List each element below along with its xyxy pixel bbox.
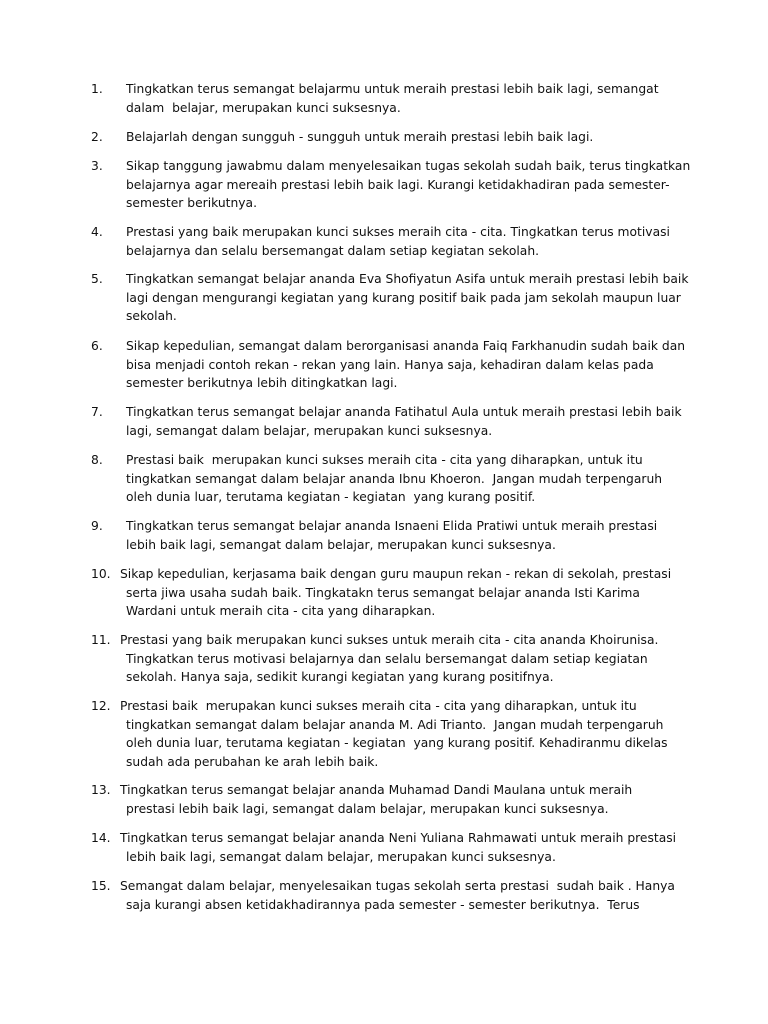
list-item-text-line: prestasi lebih baik lagi, semangat dalam belajar, merupakan kunci suksesnya. <box>126 801 609 816</box>
list-item-text-line: bisa menjadi contoh rekan - rekan yang lain. Hanya saja, kehadiran dalam kelas pada <box>126 357 654 372</box>
list-item-text-line: saja kurangi absen ketidakhadirannya pada semester - semester berikutnya. Terus <box>126 897 640 912</box>
list-item-text-line: semester berikutnya lebih ditingkatkan lagi. <box>126 376 398 390</box>
list-item-text-line: Tingkatkan terus motivasi belajarnya dan selalu bersemangat dalam setiap kegiatan <box>126 651 648 666</box>
list-item-number: 8. <box>91 453 103 467</box>
list-item-text-line: semester berikutnya. <box>126 196 257 210</box>
list-item-number: 10. <box>91 567 111 581</box>
list-item-text-line: lagi, semangat dalam belajar, merupakan kunci suksesnya. <box>126 423 493 438</box>
list-item-text-line: sekolah. Hanya saja, sedikit kurangi kegiatan yang kurang positifnya. <box>126 670 554 684</box>
list-item-number: 6. <box>91 339 103 353</box>
list-item-text-line: oleh dunia luar, terutama kegiatan - kegiatan yang kurang positif. <box>126 490 536 504</box>
list-item-text-line: sekolah. <box>126 309 177 323</box>
list-item-text-line: Wardani untuk meraih cita - cita yang diharapkan. <box>126 604 436 618</box>
list-item-number: 2. <box>91 130 103 144</box>
list-item-text-line: Tingkatkan terus semangat belajar ananda Muhamad Dandi Maulana untuk meraih <box>120 783 633 797</box>
list-item-number: 4. <box>91 225 103 239</box>
list-item-number: 11. <box>91 633 111 647</box>
list-item-number: 5. <box>91 272 103 286</box>
list-item-text-line: tingkatkan semangat dalam belajar ananda M. Adi Trianto. Jangan mudah terpengaruh <box>126 717 664 732</box>
list-item-text-line: Belajarlah dengan sungguh - sungguh untuk meraih prestasi lebih baik lagi. <box>126 130 594 144</box>
list-item-number: 14. <box>91 831 111 845</box>
list-item-text-line: Prestasi yang baik merupakan kunci sukses meraih cita - cita. Tingkatkan terus motivasi <box>126 225 670 239</box>
list-item-text-line: Semangat dalam belajar, menyelesaikan tugas sekolah serta prestasi sudah baik . Hanya <box>120 879 675 893</box>
list-item-text-line: Sikap kepedulian, kerjasama baik dengan guru maupun rekan - rekan di sekolah, prestasi <box>120 567 672 581</box>
list-item-text-line: Tingkatkan terus semangat belajarmu untuk meraih prestasi lebih baik lagi, semangat <box>126 82 659 96</box>
list-item-text-line: belajarnya dan selalu bersemangat dalam setiap kegiatan sekolah. <box>126 243 540 258</box>
list-item-number: 7. <box>91 405 103 419</box>
list-item-text-line: Tingkatkan terus semangat belajar ananda Isnaeni Elida Pratiwi untuk meraih prestasi <box>126 519 658 533</box>
list-item-text-line: oleh dunia luar, terutama kegiatan - kegiatan yang kurang positif. Kehadiranmu dikelas <box>126 736 668 750</box>
list-item-text-line: sudah ada perubahan ke arah lebih baik. <box>126 754 379 769</box>
list-item-text-line: tingkatkan semangat dalam belajar ananda Ibnu Khoeron. Jangan mudah terpengaruh <box>126 471 663 486</box>
list-item-text-line: lagi dengan mengurangi kegiatan yang kurang positif baik pada jam sekolah maupun luar <box>126 290 681 305</box>
list-item-text-line: lebih baik lagi, semangat dalam belajar, merupakan kunci suksesnya. <box>126 537 556 552</box>
list-item-text-line: Tingkatkan terus semangat belajar ananda Neni Yuliana Rahmawati untuk meraih prestasi <box>120 831 677 845</box>
list-item-text-line: lebih baik lagi, semangat dalam belajar, merupakan kunci suksesnya. <box>126 849 556 864</box>
list-item-text-line: dalam belajar, merupakan kunci suksesnya. <box>126 100 401 115</box>
list-item-text-line: Prestasi baik merupakan kunci sukses meraih cita - cita yang diharapkan, untuk itu <box>126 453 643 467</box>
list-item-text-line: Sikap kepedulian, semangat dalam berorganisasi ananda Faiq Farkhanudin sudah baik dan <box>126 339 686 353</box>
list-item-number: 9. <box>91 519 103 533</box>
list-item-text-line: belajarnya agar mereaih prestasi lebih baik lagi. Kurangi ketidakhadiran pada semester- <box>126 177 670 192</box>
list-item-number: 3. <box>91 159 103 173</box>
list-item-text-line: Prestasi yang baik merupakan kunci sukses untuk meraih cita - cita ananda Khoirunisa. <box>120 633 659 647</box>
list-item-number: 1. <box>91 82 103 96</box>
list-item-text-line: Tingkatkan semangat belajar ananda Eva Shofiyatun Asifa untuk meraih prestasi lebih baik <box>126 272 689 286</box>
list-item-text-line: serta jiwa usaha sudah baik. Tingkatakn terus semangat belajar ananda Isti Karima <box>126 585 640 600</box>
list-item-number: 15. <box>91 879 111 893</box>
list-item-number: 12. <box>91 699 111 713</box>
list-item-text-line: Sikap tanggung jawabmu dalam menyelesaikan tugas sekolah sudah baik, terus tingkatkan <box>126 159 691 173</box>
list-item-text-line: Tingkatkan terus semangat belajar ananda Fatihatul Aula untuk meraih prestasi lebih baik <box>126 405 682 419</box>
list-item-number: 13. <box>91 783 111 797</box>
list-item-text-line: Prestasi baik merupakan kunci sukses meraih cita - cita yang diharapkan, untuk itu <box>120 699 637 713</box>
